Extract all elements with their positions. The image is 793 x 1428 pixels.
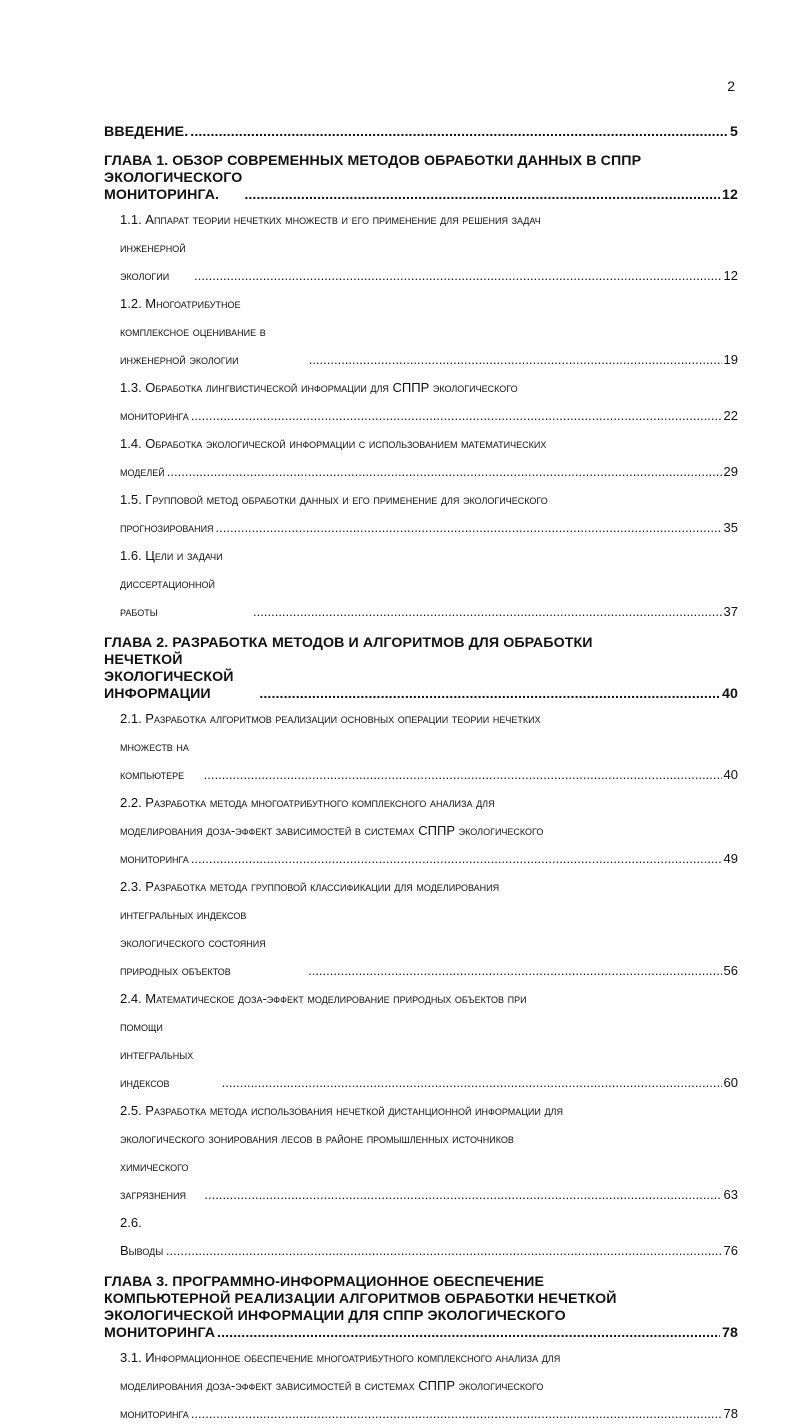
section-3-1-line3: мониторинга [120,1406,189,1421]
toc-intro-page: 5 [730,124,738,140]
table-of-contents [104,124,738,1428]
section-2-1-line2: множеств на компьютере [120,739,189,782]
dot-leader [244,187,720,204]
section-1-5-page: 35 [723,520,738,535]
chapter-1-page: 12 [722,187,738,203]
section-1-2-page: 19 [723,352,738,367]
toc-section-1-5[interactable] [104,486,738,542]
section-2-5-line2: экологического зонирования лесов в районе промышленных источников [120,1131,514,1146]
section-2-6-page: 76 [723,1243,738,1258]
section-3-1-line1: 3.1. Информационное обеспечение многоатрибутного комплексного анализа для [120,1350,561,1365]
chapter-2-title-line1: ГЛАВА 2. РАЗРАБОТКА МЕТОДОВ И АЛГОРИТМОВ ДЛЯ ОБРАБОТКИ [104,635,593,651]
toc-section-1-4[interactable] [104,430,738,486]
dot-leader [308,957,721,985]
section-2-4-line1: 2.4. Математическое доза-эффект моделирование природных объектов при [120,991,527,1006]
section-2-4-line2: помощи интегральных индексов [120,1019,194,1090]
toc-section-2-6[interactable] [104,1209,738,1265]
dot-leader [217,1325,720,1342]
section-1-2-line1: 1.2. Многоатрибутное комплексное оценивание в инженерной экологии [120,296,266,367]
section-1-4-line1: 1.4. Обработка экологической информации с использованием математических [120,436,547,451]
section-2-5-line3: химического загрязнения [120,1159,189,1202]
section-2-1-line1: 2.1. Разработка алгоритмов реализации основных операции теории нечетких [120,711,541,726]
section-1-1-line2: инженерной экологии [120,240,186,283]
dot-leader [259,686,720,703]
chapter-1-title-line2: ЭКОЛОГИЧЕСКОГО МОНИТОРИНГА. [104,170,243,203]
toc-intro-title: ВВЕДЕНИЕ. [104,124,189,140]
chapter-3-title-line1: ГЛАВА 3. ПРОГРАММНО-ИНФОРМАЦИОННОЕ ОБЕСПЕЧЕНИЕ [104,1274,545,1290]
page-number: 2 [727,78,735,94]
toc-chapter-3[interactable] [104,1274,738,1342]
section-1-3-line2: мониторинга [120,408,189,423]
dot-leader [191,402,722,430]
dot-leader [190,124,728,141]
chapter-3-page: 78 [722,1325,738,1341]
chapter-1-title-line1: ГЛАВА 1. ОБЗОР СОВРЕМЕННЫХ МЕТОДОВ ОБРАБОТКИ ДАННЫХ В СППР [104,153,642,169]
section-1-3-page: 22 [723,408,738,423]
section-1-5-line2: прогнозирования [120,520,214,535]
dot-leader [194,262,721,290]
section-2-6-line1: 2.6. Выводы [120,1215,164,1258]
toc-section-1-1[interactable] [104,206,738,290]
toc-section-1-2[interactable] [104,290,738,374]
dot-leader [167,458,722,486]
section-3-1-page: 78 [723,1406,738,1421]
section-2-3-page: 56 [723,963,738,978]
dot-leader [216,514,722,542]
section-1-6-line1: 1.6. Цели и задачи диссертационной работы [120,548,223,619]
toc-section-2-2[interactable] [104,789,738,873]
chapter-2-title-line2: НЕЧЕТКОЙ ЭКОЛОГИЧЕСКОЙ ИНФОРМАЦИИ [104,652,234,702]
toc-section-3-1[interactable] [104,1344,738,1428]
section-2-3-line2: интегральных индексов экологического состояния природных объектов [120,907,266,978]
chapter-3-title-line3: ЭКОЛОГИЧЕСКОЙ ИНФОРМАЦИИ ДЛЯ СППР ЭКОЛОГИЧЕСКОГО [104,1308,566,1324]
toc-intro[interactable] [104,124,738,141]
section-2-3-line1: 2.3. Разработка метода групповой классификации для моделирования [120,879,500,894]
dot-leader [309,346,722,374]
chapter-3-title-line4: МОНИТОРИНГА [104,1325,216,1341]
section-1-4-line2: моделей [120,464,165,479]
dot-leader [222,1069,722,1097]
chapter-2-page: 40 [722,686,738,702]
toc-chapter-2[interactable] [104,635,738,703]
section-2-5-page: 63 [723,1187,738,1202]
dot-leader [204,1181,721,1209]
section-1-4-page: 29 [723,464,738,479]
section-1-1-page: 12 [723,268,738,283]
toc-section-2-3[interactable] [104,873,738,985]
dot-leader [204,761,722,789]
dot-leader [166,1237,722,1265]
dot-leader [191,1400,722,1428]
section-1-5-line1: 1.5. Групповой метод обработки данных и его применение для экологического [120,492,548,507]
toc-section-1-6[interactable] [104,542,738,626]
toc-section-2-5[interactable] [104,1097,738,1209]
section-2-5-line1: 2.5. Разработка метода использования нечеткой дистанционной информации для [120,1103,563,1118]
chapter-3-title-line2: КОМПЬЮТЕРНОЙ РЕАЛИЗАЦИИ АЛГОРИТМОВ ОБРАБОТКИ НЕЧЕТКОЙ [104,1291,617,1307]
section-1-3-line1: 1.3. Обработка лингвистической информации для СППР экологического [120,380,518,395]
section-2-2-line3: мониторинга [120,851,189,866]
toc-section-2-1[interactable] [104,705,738,789]
dot-leader [191,845,722,873]
toc-section-2-4[interactable] [104,985,738,1097]
section-2-1-page: 40 [723,767,738,782]
section-2-2-page: 49 [723,851,738,866]
toc-section-1-3[interactable] [104,374,738,430]
section-2-4-page: 60 [723,1075,738,1090]
section-2-2-line1: 2.2. Разработка метода многоатрибутного комплексного анализа для [120,795,495,810]
dot-leader [253,598,722,626]
section-3-1-line2: моделирования доза-эффект зависимостей в системах СППР экологического [120,1378,544,1393]
section-1-1-line1: 1.1. Аппарат теории нечетких множеств и его применение для решения задач [120,212,541,227]
section-2-2-line2: моделирования доза-эффект зависимостей в системах СППР экологического [120,823,544,838]
section-1-6-page: 37 [723,604,738,619]
toc-chapter-1[interactable] [104,153,738,204]
